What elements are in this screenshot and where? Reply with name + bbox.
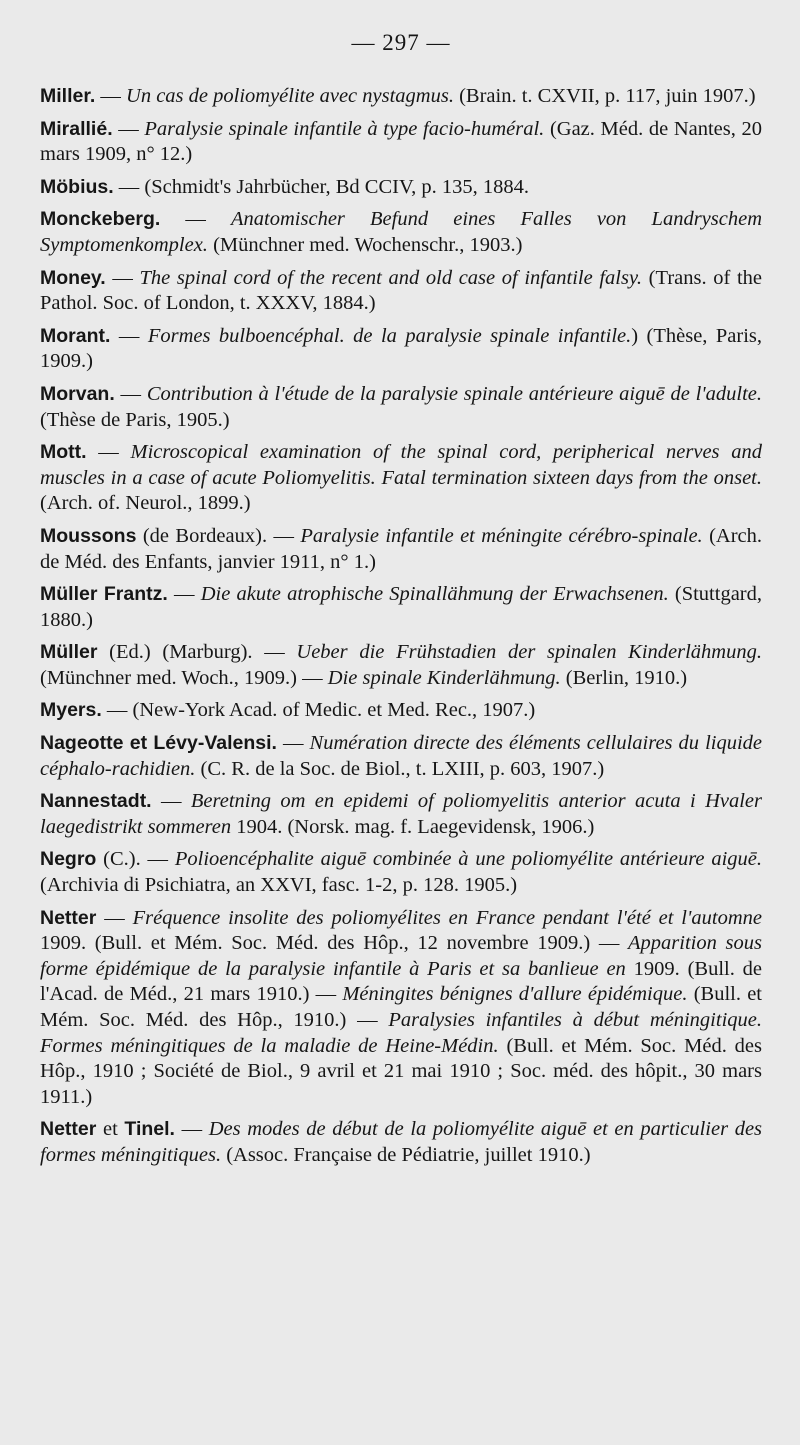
- entry-title: Fréquence insolite des poliomyélites en France pendant l'été et l'automne: [132, 906, 762, 929]
- entry-title: Un cas de poliomyélite avec nystagmus.: [126, 85, 454, 107]
- entry-citation: (Gaz. Méd. de Nantes, 20 mars 1909, n° 12.): [40, 117, 763, 166]
- bibliography-entry: [40, 731, 762, 782]
- entry-author-extra: et: [96, 1118, 125, 1141]
- bibliography-entry: [40, 906, 762, 1111]
- entry-title: Beretning om en epidemi of poliomyelitis anterior acuta i Hvaler laegedistrikt sommeren: [40, 790, 762, 838]
- entry-author-second: Tinel.: [124, 1118, 175, 1141]
- bibliography-entry: [40, 84, 762, 110]
- entry-citation: — (New-York Acad. of Medic. et Med. Rec., 1907.): [101, 699, 536, 722]
- entry-citation: (Assoc. Française de Pédiatrie, juillet 1910.): [221, 1143, 591, 1166]
- entry-citation: —: [167, 583, 201, 606]
- bibliography-entry: [40, 382, 762, 433]
- bibliography-entry: [40, 207, 762, 258]
- page-number: — 297 —: [351, 30, 451, 55]
- entry-citation: —: [95, 85, 127, 107]
- bibliography-entry: [40, 324, 762, 375]
- entry-title: Méningites bénignes d'allure épidémique.: [342, 983, 688, 1006]
- entry-citation: —: [140, 848, 175, 871]
- bibliography-entry: [40, 175, 762, 201]
- entry-citation: (Stuttgard, 1880.): [40, 583, 763, 631]
- entry-title: Numération directe des éléments cellulaires du liquide céphalo-rachidien.: [40, 732, 763, 780]
- entry-citation: (Berlin, 1910.): [560, 666, 688, 689]
- entry-title: Ueber die Frühstadien der spinalen Kinderlähmung.: [296, 641, 762, 664]
- entry-citation: (Münchner med. Woch., 1909.) —: [40, 666, 328, 689]
- entry-author: Nannestadt.: [40, 790, 152, 813]
- entry-citation: —: [110, 324, 148, 347]
- entry-citation: —: [252, 641, 297, 664]
- entry-author: Nageotte et Lévy-Valensi.: [40, 732, 277, 755]
- entry-title: Die spinale Kinderlähmung.: [327, 666, 561, 689]
- entry-author: Möbius.: [40, 175, 114, 198]
- entry-citation: (C. R. de la Soc. de Biol., t. LXIII, p. 603, 1907.): [195, 757, 605, 780]
- entry-citation: —: [96, 906, 133, 929]
- entry-author: Netter: [40, 906, 97, 929]
- entry-citation: 1909. (Bull. de l'Acad. de Méd., 21 mars 1910.) —: [40, 957, 762, 1006]
- entry-citation: —: [267, 524, 301, 547]
- entry-author: Monckeberg.: [40, 208, 161, 231]
- bibliography-list: [40, 84, 762, 1169]
- bibliography-entry: [40, 582, 762, 633]
- entry-citation: (Arch. of. Neurol., 1899.): [40, 492, 251, 515]
- entry-author: Moussons: [40, 524, 137, 547]
- entry-title: Formes bulboencéphal. de la paralysie spinale infantile.: [147, 324, 632, 347]
- entry-citation: (Bull. et Mém. Soc. Méd. des Hôp., 1910.) —: [40, 983, 763, 1031]
- entry-citation: —: [174, 1118, 209, 1141]
- entry-title: Paralysies infantiles à début méningitique. Formes méningitiques de la maladie de Heine-Médin.: [40, 1009, 762, 1057]
- entry-title: Apparition sous forme épidémique de la paralysie infantile à Paris et sa banlieue en: [40, 932, 762, 980]
- entry-title: Microscopical examination of the spinal cord, peripherical nerves and muscles in a case of acute Poliomyelitis. Fatal termination sixteen days from the onset.: [40, 441, 763, 489]
- entry-author: Mirallié.: [40, 117, 113, 140]
- entry-citation: —: [105, 266, 140, 289]
- entry-citation: —: [276, 732, 310, 755]
- entry-author: Myers.: [40, 699, 102, 722]
- entry-citation: —: [114, 382, 147, 405]
- bibliography-entry: [40, 524, 762, 575]
- bibliography-entry: [40, 1117, 762, 1168]
- entry-author: Morant.: [40, 324, 111, 347]
- entry-citation: (Brain. t. CXVII, p. 117, juin 1907.): [453, 85, 756, 107]
- entry-title: Contribution à l'étude de la paralysie spinale antérieure aiguē de l'adulte.: [146, 382, 763, 405]
- entry-title: Die akute atrophische Spinallähmung der Erwachsenen.: [200, 583, 669, 606]
- entry-citation: (Thèse de Paris, 1905.): [40, 408, 230, 431]
- entry-author: Mott.: [40, 441, 87, 464]
- entry-author: Miller.: [40, 85, 96, 107]
- bibliography-entry: [40, 266, 762, 317]
- entry-title: Paralysie spinale infantile à type facio-huméral.: [144, 117, 545, 140]
- entry-author: Negro: [40, 848, 97, 871]
- entry-title: Polioencéphalite aiguē combinée à une poliomyélite antérieure aiguē.: [174, 848, 763, 871]
- entry-author: Netter: [40, 1118, 97, 1141]
- entry-author-extra: (C.).: [96, 848, 141, 871]
- entry-citation: (Archivia di Psichiatra, an XXVI, fasc. 1-2, p. 128. 1905.): [40, 874, 518, 897]
- bibliography-entry: [40, 789, 762, 840]
- bibliography-entry: [40, 640, 762, 691]
- bibliography-entry: [40, 847, 762, 898]
- entry-title: Paralysie infantile et méningite cérébro-spinale.: [300, 524, 703, 547]
- entry-author-extra: (de Bordeaux).: [136, 524, 268, 547]
- entry-citation: (Trans. of the Pathol. Soc. of London, t. XXXV, 1884.): [40, 266, 762, 315]
- entry-citation: (Münchner med. Wochenschr., 1903.): [207, 233, 523, 256]
- entry-title: Des modes de début de la poliomyélite aiguē et en particulier des formes méningitiques.: [40, 1118, 763, 1166]
- entry-author: Money.: [40, 266, 106, 289]
- entry-title: Anatomischer Befund eines Falles von Landryschem Symptomenkomplex.: [40, 208, 763, 256]
- entry-citation: —: [112, 117, 145, 140]
- bibliography-entry: [40, 440, 762, 517]
- entry-citation: (Arch. de Méd. des Enfants, janvier 1911, n° 1.): [40, 524, 763, 573]
- entry-citation: 1909. (Bull. et Mém. Soc. Méd. des Hôp., 12 novembre 1909.) —: [40, 932, 629, 955]
- bibliography-entry: [40, 698, 762, 724]
- entry-title: The spinal cord of the recent and old case of infantile falsy.: [139, 266, 643, 289]
- entry-citation: —: [86, 441, 131, 464]
- entry-citation: — (Schmidt's Jahrbücher, Bd CCIV, p. 135, 1884.: [113, 175, 529, 198]
- entry-citation: ) (Thèse, Paris, 1909.): [40, 324, 763, 373]
- entry-citation: 1904. (Norsk. mag. f. Laegevidensk, 1906.): [231, 815, 595, 838]
- entry-author-extra: (Ed.) (Marburg).: [97, 641, 253, 664]
- bibliography-entry: [40, 117, 762, 168]
- entry-author: Müller Frantz.: [40, 583, 168, 606]
- entry-citation: —: [151, 790, 191, 813]
- entry-author: Morvan.: [40, 382, 115, 405]
- entry-citation: —: [160, 208, 232, 231]
- entry-citation: (Bull. et Mém. Soc. Méd. des Hôp., 1910 ; Société de Biol., 9 avril et 21 mai 1910 ; Soc. méd. des hôpit., 30 mars 1911.): [40, 1034, 762, 1108]
- entry-author: Müller: [40, 641, 98, 664]
